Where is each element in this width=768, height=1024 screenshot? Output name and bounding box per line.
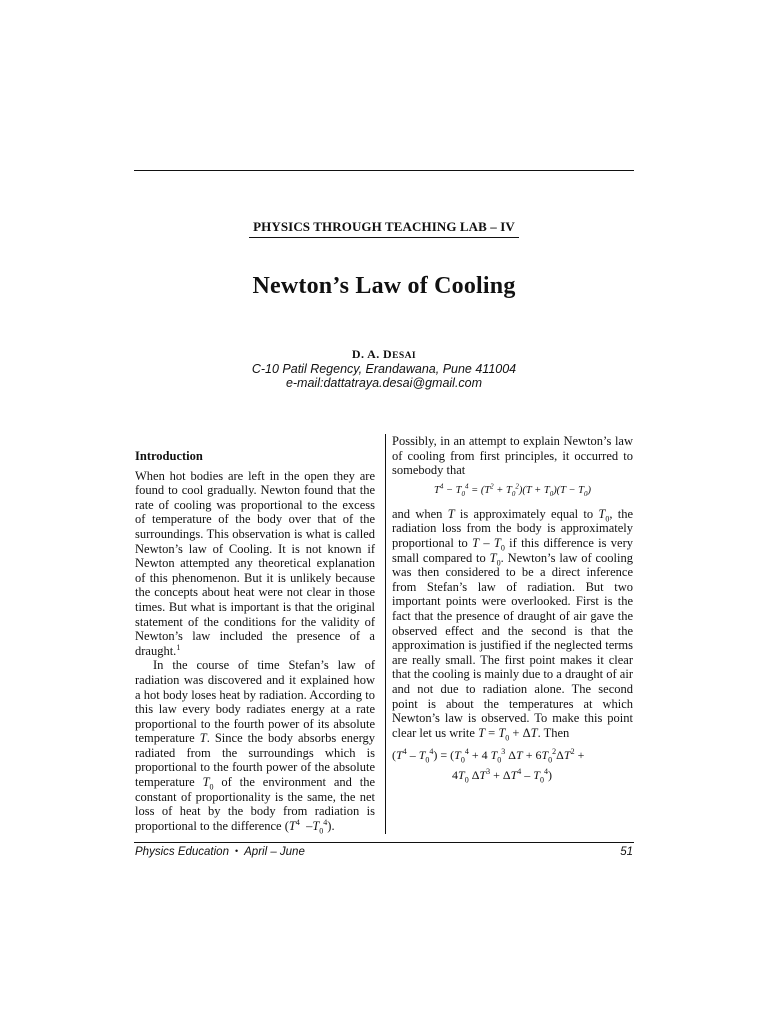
paragraph-stefan: In the course of time Stefan’s law of radiation was discovered and it explained how a hot body loses heat by radiation. According to this law every body radiates energy at a rate proportional to the fourth power of its absolute temperature T. Since the body absorbs energy radiated from the surroundings which is proportional to the fourth power of the absolute temperature $T_0$ of the environment and the constant of proportionality is the same, the net loss of heat by the body from radiation is proportional to the difference ($T^4$ $-T_0^4$). [135, 658, 376, 836]
top-rule [134, 170, 634, 171]
journal-name: Physics Education [135, 846, 229, 858]
series-heading: PHYSICS THROUGH TEACHING LAB – IV [0, 219, 768, 238]
page-number: 51 [620, 846, 633, 858]
page-footer [135, 845, 633, 859]
article-title: Newton’s Law of Cooling [252, 273, 516, 299]
paragraph-approximation: and when T is approximately equal to $T_0$, the radiation loss from the body is approximately proportional to T – $T_0$ if this difference is very small compared to $T_0$. Newton’s law of cooling was then considered to be a direct inference from Stefan’s law of radiation. But two important points were overlooked. First is the fact that the presence of draught of air gave the observed effect and the second is that the approximation is justified if the neglected terms are really small. The first point makes it clear that the cooling is mainly due to a draught of air and not due to radiation alone. The second point is about the temperatures at which Newton’s law is observed. To make this point clear let us write $T = T_0 + \Delta T$. Then [392, 506, 634, 743]
author-name: D. A. DESAI [351, 347, 417, 361]
paragraph-possibly: Possibly, in an attempt to explain Newton’s law of cooling from first principles, it occurred to somebody that [392, 434, 633, 478]
paragraph-intro: When hot bodies are left in the open they are found to cool gradually. Newton found that the rate of cooling was proportional to the excess of temperature of the body over that of the surroundings. This observation is what is called Newton’s law of Cooling. It is not known if Newton attempted any theoretical explanation of this phenomenon. But it is unlikely because the concepts about heat were not clear in those times. But what is important is that the original statement of the conditions for the validity of Newton’s law included the presence of a draught.$^1$ [135, 468, 375, 658]
left-column [135, 449, 376, 836]
section-heading: Introduction [135, 449, 203, 463]
bullet-separator: • [234, 846, 239, 856]
author-email[interactable]: e-mail:dattatraya.desai@gmail.com [285, 376, 483, 390]
equation-expansion-line2: $4T_0$ $\Delta T^3 + \Delta T^4 - T_0^4$) [452, 767, 552, 785]
footnote-marker[interactable]: 1 [176, 642, 181, 652]
equation-factorization: $T^4 - T_0^4 = (T^2 + T_0^2)(T + T_0)(T - T_0)$ [433, 482, 592, 498]
right-column [392, 434, 633, 783]
column-divider [385, 434, 386, 834]
author-address: C-10 Patil Regency, Erandawana, Pune 411004 [251, 362, 517, 376]
equation-expansion-line1: $(T^4 - T_0^4) = (T_0^4 + 4$ $T_0^3$ $\Delta T + 6T_0^2\Delta T^2$ + [392, 747, 585, 765]
bottom-rule [134, 842, 634, 843]
issue-date: April – June [244, 846, 305, 858]
